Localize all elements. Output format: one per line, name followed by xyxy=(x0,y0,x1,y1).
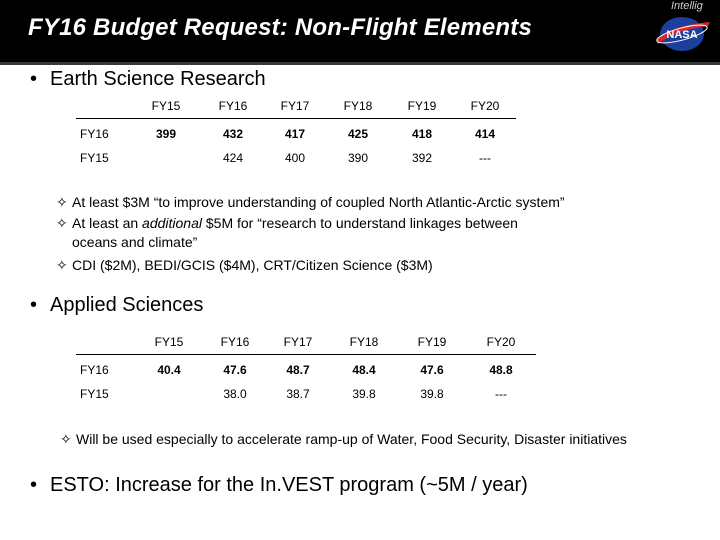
table-cell: 47.6 xyxy=(420,362,444,377)
table-row-label: FY15 xyxy=(80,151,109,165)
esto-heading-text: ESTO: Increase for the In.VEST program (~5M / year) xyxy=(50,474,528,496)
star-bullet-icon: ✧ xyxy=(56,194,68,210)
earth-science-note xyxy=(56,192,565,212)
table-row xyxy=(76,148,516,168)
note-emphasis: additional xyxy=(142,215,202,231)
table-header-cell: FY16 xyxy=(202,94,264,119)
table-header-cell: FY15 xyxy=(130,94,202,119)
earth-science-table xyxy=(76,94,516,168)
table-header-row xyxy=(76,94,516,119)
slide-title: FY16 Budget Request: Non-Flight Elements xyxy=(28,14,533,41)
table-cell: 400 xyxy=(284,151,306,165)
table-cell: 392 xyxy=(411,151,433,165)
table-row-label: FY16 xyxy=(80,126,109,141)
note-text: At least an xyxy=(72,215,139,231)
table-row xyxy=(76,355,536,385)
table-header-cell: FY16 xyxy=(204,330,266,355)
table-row xyxy=(76,384,536,404)
nasa-logo-icon xyxy=(652,14,712,54)
esto-heading xyxy=(30,474,528,497)
bullet-icon: • xyxy=(30,474,38,496)
table-cell: 424 xyxy=(222,151,244,165)
table-cell: 38.7 xyxy=(286,387,310,401)
table-header-cell: FY20 xyxy=(454,94,516,119)
table-header-cell: FY17 xyxy=(264,94,326,119)
table-cell: 414 xyxy=(474,126,496,141)
table-row-label: FY15 xyxy=(80,387,109,401)
table-header-cell: FY18 xyxy=(326,94,390,119)
table-cell: 39.8 xyxy=(352,387,376,401)
star-bullet-icon: ✧ xyxy=(56,215,68,231)
table-cell: 48.7 xyxy=(286,362,310,377)
note-text: $5M for “research to understand linkages between xyxy=(205,215,518,231)
table-cell: 399 xyxy=(155,126,177,141)
table-cell xyxy=(130,148,202,168)
table-header-cell: FY17 xyxy=(266,330,330,355)
table-cell: 390 xyxy=(347,151,369,165)
table-header-row xyxy=(76,330,536,355)
table-header-cell: FY19 xyxy=(398,330,466,355)
applied-sciences-heading xyxy=(30,294,203,317)
note-text: Will be used especially to accelerate ramp-up of Water, Food Security, Disaster initiatives xyxy=(76,431,627,447)
bullet-icon: • xyxy=(30,68,38,90)
applied-sciences-note xyxy=(60,429,627,449)
table-header-cell xyxy=(76,330,134,355)
table-cell: 418 xyxy=(411,126,433,141)
table-cell: --- xyxy=(495,387,507,401)
table-cell: 39.8 xyxy=(420,387,444,401)
table-cell: 417 xyxy=(284,126,306,141)
header-corner-text: Intellig xyxy=(671,0,703,12)
earth-science-note-continued: oceans and climate” xyxy=(72,234,198,250)
star-bullet-icon: ✧ xyxy=(60,431,72,447)
table-header-cell: FY20 xyxy=(466,330,536,355)
earth-science-note xyxy=(56,213,518,233)
table-cell: 48.8 xyxy=(489,362,513,377)
earth-science-heading xyxy=(30,68,266,91)
table-cell: 38.0 xyxy=(223,387,247,401)
nasa-logo-text: NASA xyxy=(666,29,698,41)
note-text: CDI ($2M), BEDI/GCIS ($4M), CRT/Citizen Science ($3M) xyxy=(72,257,433,273)
table-cell: 425 xyxy=(347,126,369,141)
table-cell: 47.6 xyxy=(223,362,247,377)
note-text: At least $3M “to improve understanding of coupled North Atlantic-Arctic system” xyxy=(72,194,565,210)
title-bar xyxy=(0,0,720,62)
table-cell: --- xyxy=(479,151,491,165)
table-row-label: FY16 xyxy=(80,362,109,377)
earth-science-heading-text: Earth Science Research xyxy=(50,68,266,90)
title-divider xyxy=(0,62,720,65)
table-cell: 48.4 xyxy=(352,362,376,377)
earth-science-note xyxy=(56,255,433,275)
applied-sciences-heading-text: Applied Sciences xyxy=(50,294,204,316)
applied-sciences-table xyxy=(76,330,536,404)
table-header-cell xyxy=(76,94,130,119)
table-cell: 40.4 xyxy=(157,362,181,377)
star-bullet-icon: ✧ xyxy=(56,257,68,273)
table-row xyxy=(76,119,516,149)
table-header-cell: FY15 xyxy=(134,330,204,355)
table-cell xyxy=(134,384,204,404)
table-header-cell: FY19 xyxy=(390,94,454,119)
bullet-icon: • xyxy=(30,294,38,316)
table-header-cell: FY18 xyxy=(330,330,398,355)
table-cell: 432 xyxy=(222,126,244,141)
